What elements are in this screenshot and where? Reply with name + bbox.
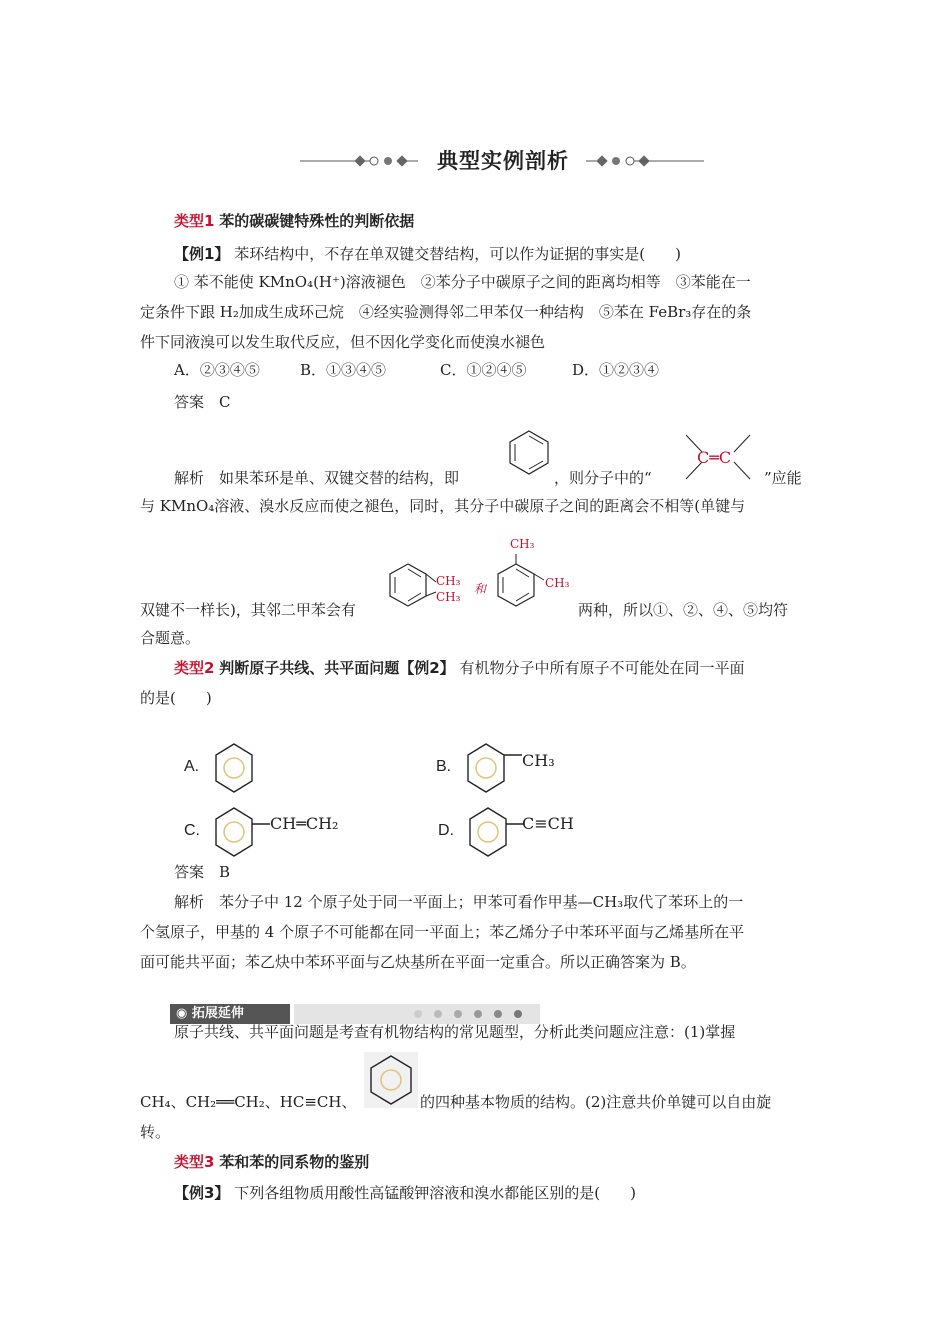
cc-double-bond: C═C xyxy=(697,448,732,467)
example2-tag: 【例2】 xyxy=(399,659,455,677)
analysis1-line3a: 双键不一样长)，其邻二甲苯会有 xyxy=(140,601,356,619)
xylene1-ch3-top: CH₃ xyxy=(436,574,461,588)
option-a: A．②③④⑤ xyxy=(174,361,260,379)
option-d: D．①②③④ xyxy=(572,361,660,379)
example1-tag: 【例1】 xyxy=(174,245,230,263)
extension-label: ◉ 拓展延伸 xyxy=(170,1004,290,1024)
opt-c-label: C. xyxy=(184,822,200,839)
benzene-extension-icon xyxy=(364,1052,418,1108)
styrene-icon xyxy=(212,806,272,858)
type2-label: 类型2 xyxy=(174,659,215,677)
extension-line1: 原子共线、共平面问题是考查有机物结构的常见题型，分析此类问题应注意：(1)掌握 xyxy=(174,1023,736,1041)
analysis1-part-b: ，则分子中的“ xyxy=(554,469,652,487)
example3-stem xyxy=(174,1181,846,1205)
xylene1-ch3-bottom: CH₃ xyxy=(436,590,461,604)
xylene-structure-2-icon xyxy=(494,552,550,612)
example2-stem-b: 的是( ) xyxy=(140,689,212,707)
extension-line3: 转。 xyxy=(140,1123,171,1141)
example1-line2: 定条件下跟 H₂加成生成环己烷 ④经实验测得邻二甲苯仅一种结构 ⑤苯在 FeBr₃存在的条 xyxy=(140,303,752,321)
opt-d-ethynyl: C≡CH xyxy=(522,814,574,833)
example1-line3: 件下同液溴可以发生取代反应，但不因化学变化而使溴水褪色 xyxy=(140,333,546,351)
type3-title: 苯和苯的同系物的鉴别 xyxy=(219,1153,370,1171)
example1-answer: 答案 C xyxy=(174,393,231,411)
opt-d-label: D. xyxy=(438,822,454,839)
type2-heading xyxy=(174,656,846,680)
analysis2-line2: 个氢原子，甲基的 4 个原子不可能都在同一平面上；苯乙烯分子中苯环平面与乙烯基所在平 xyxy=(140,923,745,941)
opt-c-vinyl: CH═CH₂ xyxy=(270,814,339,833)
example2-answer: 答案 B xyxy=(174,863,231,881)
toluene-icon xyxy=(464,742,524,794)
type1-label: 类型1 xyxy=(174,212,215,230)
type3-label: 类型3 xyxy=(174,1153,215,1171)
example3-tag: 【例3】 xyxy=(174,1184,230,1202)
section-title: 典型实例剖析 xyxy=(437,149,569,173)
analysis1-line2: 与 KMnO₄溶液、溴水反应而使之褪色，同时，其分子中碳原子之间的距离会不相等(单键与 xyxy=(140,497,746,515)
example3-text: 下列各组物质用酸性高锰酸钾溶液和溴水都能区别的是( ) xyxy=(234,1184,636,1202)
example2-stem-a: 有机物分子中所有原子不可能处在同一平面 xyxy=(459,659,745,677)
example1-line1: ① 苯不能使 KMnO₄(H⁺)溶液褪色 ②苯分子中碳原子之间的距离均相等 ③苯能在一 xyxy=(174,273,751,291)
type2-title: 判断原子共线、共平面问题 xyxy=(219,659,400,677)
type1-heading xyxy=(174,209,846,233)
section-header xyxy=(300,146,704,176)
analysis1-line3b: 两种，所以①、②、④、⑤均符 xyxy=(578,601,789,619)
example1-text: 苯环结构中，不存在单双键交替结构，可以作为证据的事实是( ) xyxy=(234,245,681,263)
analysis2-line3: 面可能共平面；苯乙炔中苯环平面与乙炔基所在平面一定重合。所以正确答案为 B。 xyxy=(140,953,696,971)
opt-b-label: B. xyxy=(436,758,452,775)
analysis1-part-c: ”应能 xyxy=(764,469,802,487)
analysis2-line1: 解析 苯分子中 12 个原子处于同一平面上；甲苯可看作甲基—CH₃取代了苯环上的一 xyxy=(174,893,744,911)
extension-line2b: 的四种基本物质的结构。(2)注意共价单键可以自由旋 xyxy=(420,1093,772,1111)
example1-stem xyxy=(174,242,846,266)
extension-line2a: CH₄、CH₂══CH₂、HC≡CH、 xyxy=(140,1093,357,1111)
analysis1-part-a: 解析 如果苯环是单、双键交替的结构，即 xyxy=(174,469,460,487)
benzene-a-icon xyxy=(212,742,256,794)
benzene-kekule-icon xyxy=(506,428,552,476)
option-c: C．①②④⑤ xyxy=(440,361,527,379)
analysis1-line4: 合题意。 xyxy=(140,629,201,647)
type1-title: 苯的碳碳键特殊性的判断依据 xyxy=(219,212,415,230)
xylene2-ch3-top: CH₃ xyxy=(510,537,535,551)
type3-heading xyxy=(174,1150,846,1174)
opt-b-ch3: CH₃ xyxy=(522,751,555,770)
option-b: B．①③④⑤ xyxy=(300,361,387,379)
phenylacetylene-icon xyxy=(466,806,526,858)
and-label: 和 xyxy=(474,582,487,596)
xylene-structure-1-icon xyxy=(386,558,438,614)
xylene2-ch3-right: CH₃ xyxy=(545,576,570,590)
opt-a-label: A. xyxy=(184,758,200,775)
